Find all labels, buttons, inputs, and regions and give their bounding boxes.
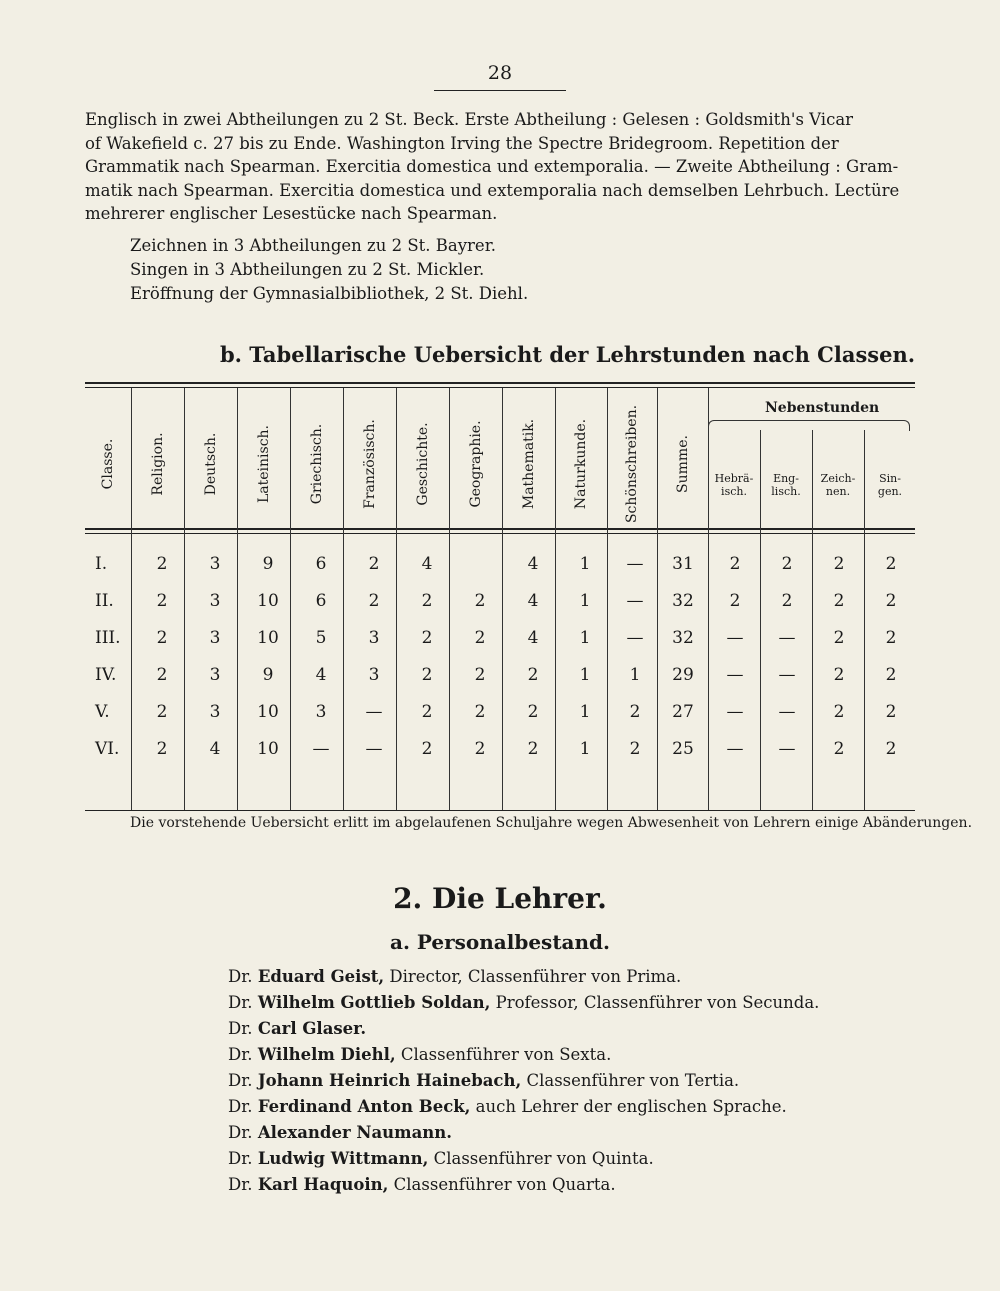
table-cell: 2 (421, 702, 433, 722)
table-cell: 1 (579, 702, 591, 722)
table-cell: 2 (629, 702, 641, 722)
teacher-entry: Dr. Ferdinand Anton Beck, auch Lehrer der englischen Sprache. (228, 1097, 787, 1116)
table-cell: 2 (421, 665, 433, 685)
table-cell: 2 (527, 702, 539, 722)
teacher-entry: Dr. Eduard Geist, Director, Classenführer von Prima. (228, 967, 682, 986)
table-cell: — (726, 702, 744, 722)
table-cell: 3 (209, 591, 221, 611)
table-cell: 2 (368, 554, 380, 574)
library-line: Eröffnung der Gymnasialbibliothek, 2 St. Diehl. (130, 284, 529, 303)
table-cell: — (726, 665, 744, 685)
table-cell: — (626, 554, 644, 574)
table-row (85, 585, 915, 622)
table-cell: 2 (156, 554, 168, 574)
table-cell: — (365, 702, 383, 722)
table-cell: 2 (833, 554, 845, 574)
table-cell: 2 (833, 739, 845, 759)
header-griechisch: Griechisch. (308, 423, 325, 505)
header-deutsch: Deutsch. (202, 432, 219, 496)
table-cell: 2 (156, 739, 168, 759)
table-cell: 3 (315, 702, 327, 722)
table-cell: 2 (885, 665, 897, 685)
table-cell: 4 (527, 591, 539, 611)
table-top-rule-inner (85, 387, 915, 388)
table-cell: 2 (833, 591, 845, 611)
table-row (85, 622, 915, 659)
table-cell: 10 (257, 702, 279, 722)
subheader-hebraeisch: Hebrä- isch. (714, 472, 754, 498)
table-cell: 2 (474, 591, 486, 611)
teacher-entry: Dr. Karl Haquoin, Classenführer von Quarta. (228, 1175, 616, 1194)
table-cell: 32 (672, 591, 694, 611)
table-cell: 10 (257, 739, 279, 759)
table-cell: 3 (209, 665, 221, 685)
paragraph-line: Grammatik nach Spearman. Exercitia domestica und extemporalia. — Zweite Abtheilung : Gram- (85, 157, 899, 176)
table-cell: 25 (672, 739, 694, 759)
table-row (85, 659, 915, 696)
table-cell: 1 (579, 591, 591, 611)
table-cell: 2 (629, 739, 641, 759)
table-bottom-rule (85, 810, 915, 811)
singing-line: Singen in 3 Abtheilungen zu 2 St. Mickler. (130, 260, 485, 279)
table-cell: 2 (885, 554, 897, 574)
table-cell: 2 (156, 591, 168, 611)
table-cell: 4 (527, 554, 539, 574)
table-cell: 2 (527, 665, 539, 685)
table-top-rule (85, 382, 915, 384)
teacher-entry: Dr. Wilhelm Gottlieb Soldan, Professor, Classenführer von Secunda. (228, 993, 820, 1012)
table-cell: 2 (474, 739, 486, 759)
header-summe: Summe. (674, 435, 691, 493)
header-mathematik: Mathematik. (520, 418, 537, 510)
paragraph-line: matik nach Spearman. Exercitia domestica und extemporalia nach demselben Lehrbuch. Lectüre (85, 180, 900, 200)
header-nebenstunden: Nebenstunden (765, 400, 880, 416)
header-religion: Religion. (149, 432, 166, 496)
table-cell: 2 (474, 628, 486, 648)
table-cell: 3 (209, 554, 221, 574)
table-cell: 29 (672, 665, 694, 685)
nebenstunden-brace (708, 420, 910, 431)
table-cell: 31 (672, 554, 694, 574)
row-class: IV. (95, 665, 117, 685)
table-cell: 2 (474, 665, 486, 685)
table-cell: 1 (629, 665, 641, 685)
row-class: VI. (95, 739, 120, 759)
table-cell: — (778, 628, 796, 648)
table-cell: 2 (368, 591, 380, 611)
table-cell: — (312, 739, 330, 759)
header-naturkunde: Naturkunde. (573, 418, 589, 510)
table-cell: 3 (209, 628, 221, 648)
paragraph-line: of Wakefield c. 27 bis zu Ende. Washington Irving the Spectre Bridegroom. Repetition der (85, 133, 839, 153)
paragraph-line: Englisch in zwei Abtheilungen zu 2 St. Beck. Erste Abtheilung : Gelesen : Goldsmith's Vicar (85, 110, 854, 129)
table-cell: 2 (421, 591, 433, 611)
table-row (85, 733, 915, 770)
table-cell: — (726, 628, 744, 648)
table-cell: 4 (527, 628, 539, 648)
table-cell: — (626, 628, 644, 648)
drawing-line: Zeichnen in 3 Abtheilungen zu 2 St. Bayrer. (130, 236, 497, 255)
table-cell: 2 (833, 665, 845, 685)
table-cell: 2 (156, 628, 168, 648)
table-cell: 5 (315, 628, 327, 648)
table-cell: 2 (527, 739, 539, 759)
table-cell: — (365, 739, 383, 759)
row-class: III. (95, 628, 121, 648)
table-cell: 27 (672, 702, 694, 722)
row-class: I. (95, 554, 108, 574)
table-cell: 2 (156, 665, 168, 685)
table-cell: 2 (421, 628, 433, 648)
table-cell: — (778, 665, 796, 685)
header-classe: Classe. (100, 438, 116, 490)
teacher-entry: Dr. Ludwig Wittmann, Classenführer von Quinta. (228, 1149, 654, 1168)
table-cell: — (778, 739, 796, 759)
table-cell: 4 (315, 665, 327, 685)
table-cell: 2 (833, 628, 845, 648)
table-cell: 9 (262, 554, 274, 574)
paragraph-line: mehrerer englischer Lesestücke nach Spearman. (85, 204, 498, 223)
table-cell: 2 (156, 702, 168, 722)
table-cell: 6 (315, 591, 327, 611)
table-cell: 2 (833, 702, 845, 722)
table-cell: 2 (885, 739, 897, 759)
table-header-rule-inner (85, 533, 915, 534)
teacher-entry: Dr. Johann Heinrich Hainebach, Classenführer von Tertia. (228, 1071, 740, 1090)
table-cell: 9 (262, 665, 274, 685)
table-cell: 1 (579, 665, 591, 685)
teacher-entry: Dr. Wilhelm Diehl, Classenführer von Sexta. (228, 1045, 612, 1064)
table-cell: 1 (579, 628, 591, 648)
table-cell: 1 (579, 554, 591, 574)
table-row (85, 548, 915, 585)
header-franzoesisch: Französisch. (361, 419, 378, 509)
table-note: Die vorstehende Uebersicht erlitt im abgelaufenen Schuljahre wegen Abwesenheit von Lehrern einige Abänderungen. (130, 815, 973, 831)
row-class: V. (95, 702, 110, 722)
subheader-englisch: Eng- lisch. (771, 472, 801, 498)
table-cell: 3 (368, 628, 380, 648)
teacher-entry: Dr. Alexander Naumann. (228, 1123, 453, 1142)
table-cell: 10 (257, 591, 279, 611)
table-row (85, 696, 915, 733)
table-header-rule (85, 528, 915, 530)
table-cell: — (626, 591, 644, 611)
subheader-singen: Sin- gen. (877, 472, 903, 498)
english-paragraph (85, 108, 913, 226)
header-geschichte: Geschichte. (414, 422, 431, 506)
table-cell: 10 (257, 628, 279, 648)
table-cell: — (778, 702, 796, 722)
table-cell: 2 (781, 591, 793, 611)
table-cell: 3 (368, 665, 380, 685)
table-cell: 2 (885, 702, 897, 722)
table-cell: 1 (579, 739, 591, 759)
section-2-title: 2. Die Lehrer. (393, 882, 607, 915)
subheader-zeichnen: Zeich- nen. (820, 472, 856, 498)
section-b-title: b. Tabellarische Uebersicht der Lehrstunden nach Classen. (220, 342, 916, 367)
table-cell: 2 (885, 628, 897, 648)
page-number-rule (434, 90, 566, 91)
table-cell: 2 (729, 591, 741, 611)
page-number: 28 (487, 62, 513, 84)
header-lateinisch: Lateinisch. (255, 424, 272, 504)
table-cell: 2 (421, 739, 433, 759)
table-cell: 2 (729, 554, 741, 574)
table-cell: 32 (672, 628, 694, 648)
row-class: II. (95, 591, 114, 611)
header-schoenschreiben: Schönschreiben. (624, 404, 640, 524)
table-cell: 2 (781, 554, 793, 574)
table-cell: 6 (315, 554, 327, 574)
table-cell: 4 (421, 554, 433, 574)
table-cell: 2 (474, 702, 486, 722)
table-cell: 2 (885, 591, 897, 611)
table-cell: 4 (209, 739, 221, 759)
section-a-title: a. Personalbestand. (390, 930, 610, 954)
teacher-entry: Dr. Carl Glaser. (228, 1019, 367, 1038)
header-geographie: Geographie. (467, 420, 484, 508)
table-cell: — (726, 739, 744, 759)
table-cell: 3 (209, 702, 221, 722)
